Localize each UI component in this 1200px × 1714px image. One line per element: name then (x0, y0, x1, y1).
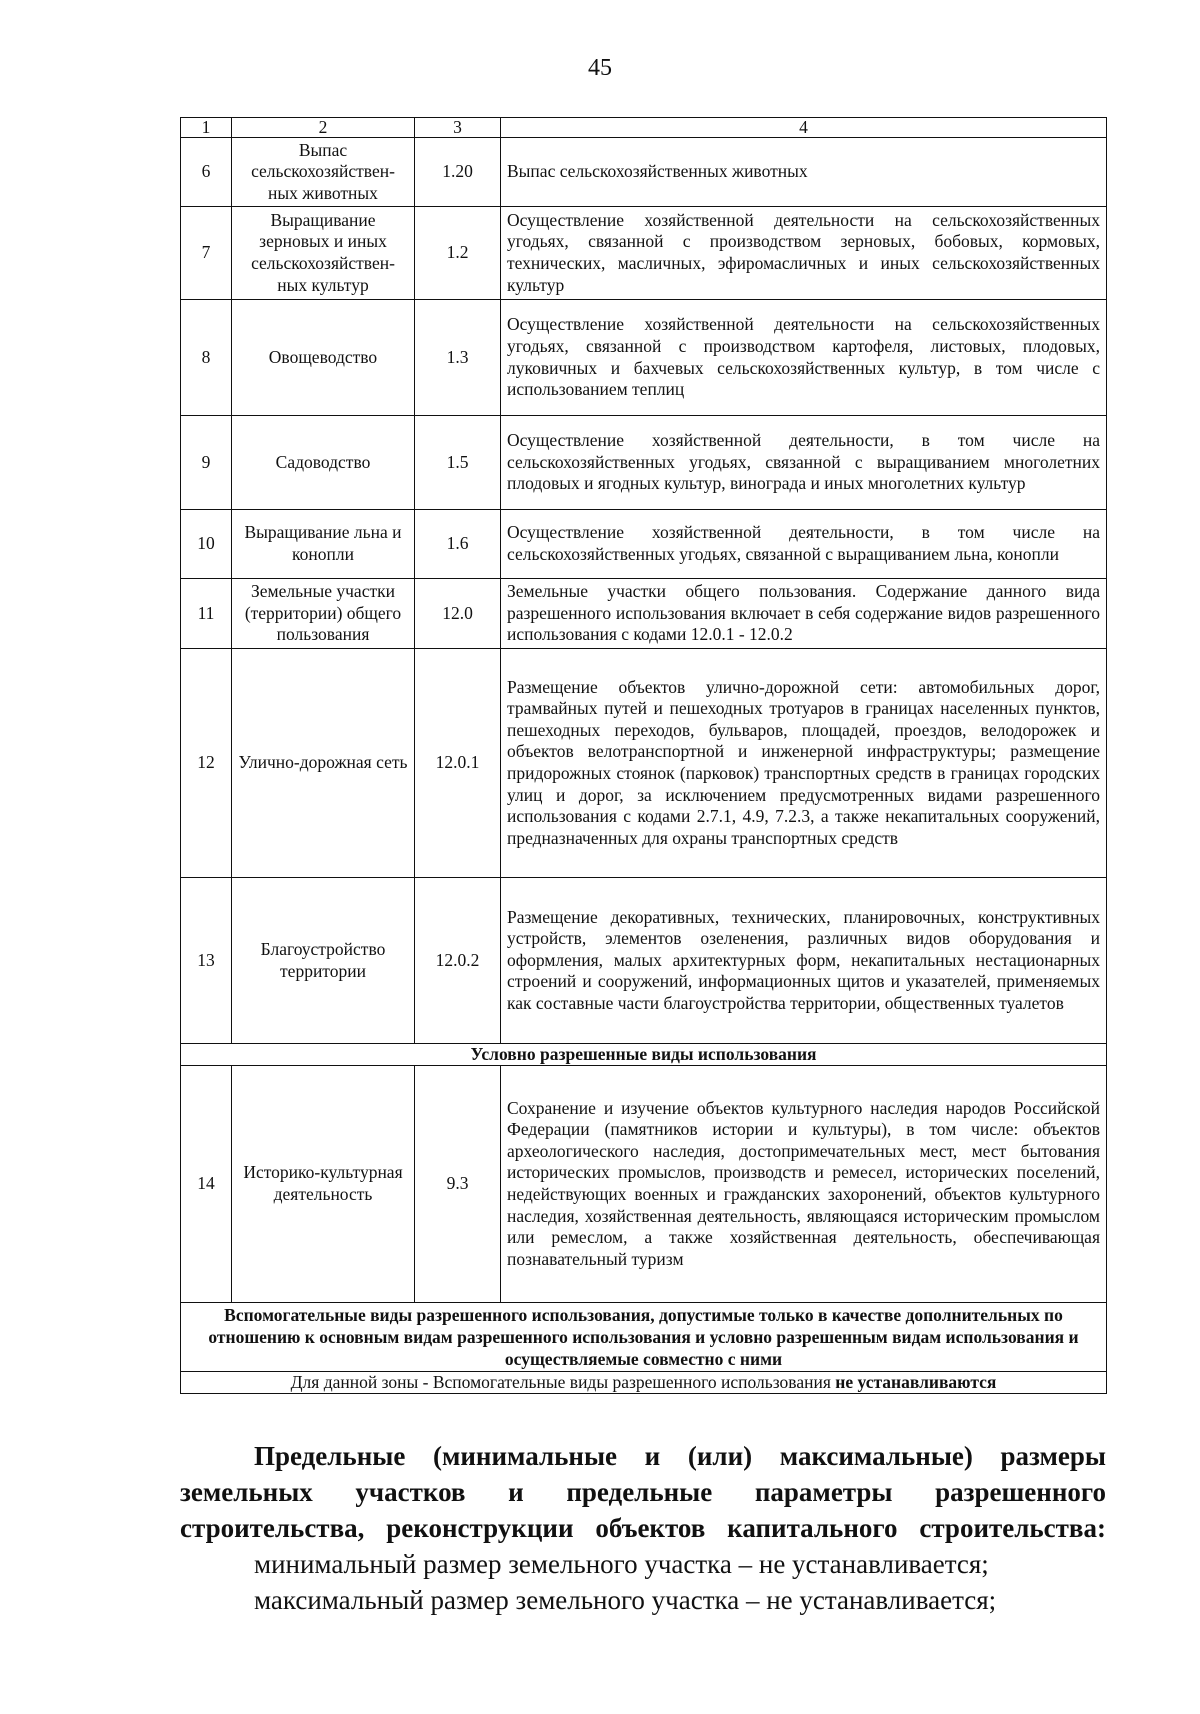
table-row (181, 510, 1107, 579)
use-code: 12.0 (415, 579, 501, 649)
use-description: Осуществление хозяйственной деятельности на сельскохозяйственных угодьях, связанной с производством зерновых, бобовых, кормовых, технических, масличных, эфиромасличных и иных сельскохозяйственных культур (501, 207, 1107, 300)
auxiliary-section-row (181, 1303, 1107, 1372)
use-code: 1.2 (415, 207, 501, 300)
table-row (181, 300, 1107, 416)
use-description: Земельные участки общего пользования. Содержание данного вида разрешенного использования включает в себя содержание видов разрешенного использования с кодами 12.0.1 - 12.0.2 (501, 579, 1107, 649)
conditional-section-heading: Условно разрешенные виды использования (181, 1044, 1107, 1066)
use-name: Выращивание зерновых и иных сельскохозяйствен-ных культур (232, 207, 415, 300)
use-description: Выпас сельскохозяйственных животных (501, 138, 1107, 207)
row-number: 14 (181, 1066, 232, 1303)
table-row (181, 579, 1107, 649)
table-row (181, 878, 1107, 1044)
limits-heading (180, 1438, 1106, 1546)
table-row (181, 1066, 1107, 1303)
auxiliary-section-heading: Вспомогательные виды разрешенного использования, допустимые только в качестве дополнительных по отношению к основным видам разрешенного использования и условно разрешенным видам использования и осуществляемые совместно с ними (181, 1303, 1107, 1372)
table-row (181, 416, 1107, 510)
table-row (181, 207, 1107, 300)
limits-section (180, 1438, 1106, 1618)
use-description: Осуществление хозяйственной деятельности, в том числе на сельскохозяйственных угодьях, связанной с выращиванием льна, конопли (501, 510, 1107, 579)
header-col-3: 3 (415, 118, 501, 138)
land-use-table (180, 117, 1107, 1394)
use-description: Осуществление хозяйственной деятельности на сельскохозяйственных угодьях, связанной с производством картофеля, листовых, плодовых, луковичных и бахчевых сельскохозяйственных культур, в том числе с использованием теплиц (501, 300, 1107, 416)
use-description: Сохранение и изучение объектов культурного наследия народов Российской Федерации (памятников истории и культуры), в том числе: объектов археологического наследия, достопримечательных мест, мест бытования исторических промыслов, производств и ремесел, исторических поселений, недействующих военных и гражданских захоронений, объектов культурного наследия, хозяйственная деятельность, являющаяся историческим промыслом или ремеслом, а также хозяйственная деятельность, обеспечивающая познавательный туризм (501, 1066, 1107, 1303)
row-number: 10 (181, 510, 232, 579)
use-name: Историко-культурная деятельность (232, 1066, 415, 1303)
row-number: 12 (181, 649, 232, 878)
row-number: 9 (181, 416, 232, 510)
conditional-section-row (181, 1044, 1107, 1066)
use-description: Размещение декоративных, технических, планировочных, конструктивных устройств, элементов озеленения, различных видов оборудования и оформления, малых архитектурных форм, некапитальных нестационарных строений и сооружений, информационных щитов и указателей, применяемых как составные части благоустройства территории, общественных туалетов (501, 878, 1107, 1044)
page-number: 45 (588, 55, 612, 81)
row-number: 11 (181, 579, 232, 649)
use-name: Земельные участки (территории) общего пользования (232, 579, 415, 649)
limits-heading-line-2: земельных участков и предельные параметры разрешенного (180, 1477, 1106, 1507)
limits-heading-line-3: строительства, реконструкции объектов капитального строительства: (180, 1513, 1106, 1543)
use-code: 12.0.2 (415, 878, 501, 1044)
max-size-text: максимальный размер земельного участка – не устанавливается; (254, 1585, 997, 1615)
use-code: 9.3 (415, 1066, 501, 1303)
use-name: Благоустройство территории (232, 878, 415, 1044)
use-code: 1.20 (415, 138, 501, 207)
use-name: Садоводство (232, 416, 415, 510)
use-code: 12.0.1 (415, 649, 501, 878)
zone-note-text: Для данной зоны - Вспомогательные виды разрешенного использования (290, 1372, 836, 1392)
use-code: 1.5 (415, 416, 501, 510)
use-code: 1.6 (415, 510, 501, 579)
zone-note-emphasis: не устанавливаются (835, 1372, 997, 1392)
use-code: 1.3 (415, 300, 501, 416)
header-col-4: 4 (501, 118, 1107, 138)
use-name: Улично-дорожная сеть (232, 649, 415, 878)
use-name: Овощеводство (232, 300, 415, 416)
use-description: Размещение объектов улично-дорожной сети: автомобильных дорог, трамвайных путей и пешеходных тротуаров в границах населенных пунктов, пешеходных переходов, бульваров, площадей, проездов, велодорожек и объектов велотранспортной и инженерной инфраструктуры; размещение придорожных стоянок (парковок) транспортных средств в границах городских улиц и дорог, за исключением предусмотренных видами разрешенного использования с кодами 2.7.1, 4.9, 7.2.3, а также некапитальных сооружений, предназначенных для охраны транспортных средств (501, 649, 1107, 878)
use-name: Выращивание льна и конопли (232, 510, 415, 579)
row-number: 7 (181, 207, 232, 300)
row-number: 8 (181, 300, 232, 416)
row-number: 13 (181, 878, 232, 1044)
table-row (181, 649, 1107, 878)
header-col-2: 2 (232, 118, 415, 138)
limits-heading-line-1: Предельные (минимальные и (или) максимальные) размеры (254, 1441, 1106, 1471)
header-col-1: 1 (181, 118, 232, 138)
zone-note (181, 1372, 1107, 1394)
use-name: Выпас сельскохозяйствен-ных животных (232, 138, 415, 207)
table-header-row (181, 118, 1107, 138)
min-size-text: минимальный размер земельного участка – не устанавливается; (254, 1549, 989, 1579)
use-description: Осуществление хозяйственной деятельности, в том числе на сельскохозяйственных угодьях, связанной с выращиванием многолетних плодовых и ягодных культур, винограда и иных многолетних культур (501, 416, 1107, 510)
table-row (181, 138, 1107, 207)
zone-note-row (181, 1372, 1107, 1394)
row-number: 6 (181, 138, 232, 207)
